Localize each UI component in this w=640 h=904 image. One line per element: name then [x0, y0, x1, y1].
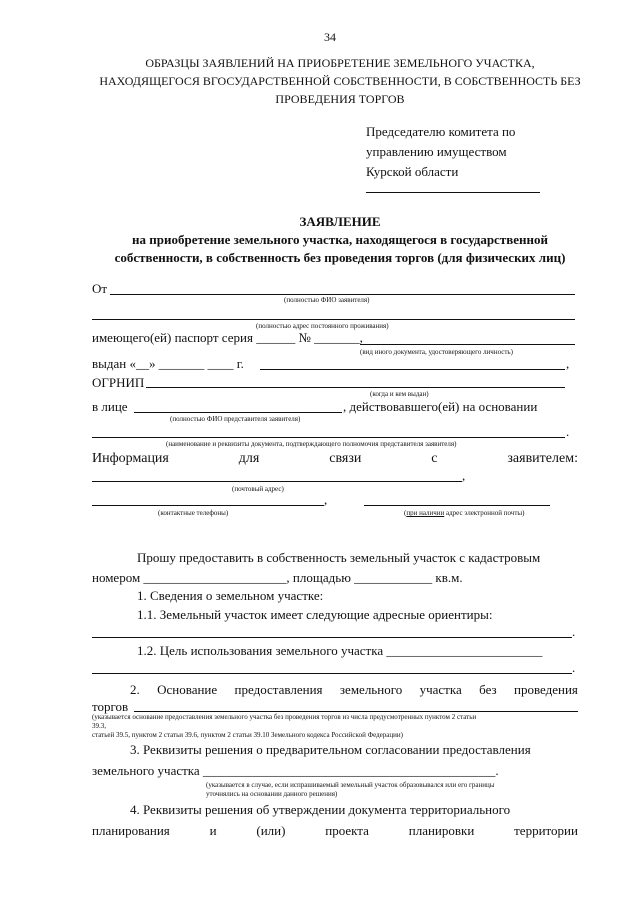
sec4-word: проекта	[325, 823, 369, 838]
page-number: 34	[324, 30, 336, 44]
sec4-word: планирования	[92, 823, 170, 838]
section-4-line-2	[92, 823, 578, 839]
sec4-word: (или)	[256, 823, 286, 838]
sec2-word: 2.	[130, 682, 140, 697]
section-2-note-2: 39.3,	[92, 722, 106, 730]
ogrnip-label: ОГРНИП	[92, 375, 145, 390]
addressee-line-1: Председателю комитета по	[366, 124, 516, 139]
section-1-1: 1.1. Земельный участок имеет следующие адресные ориентиры:	[137, 607, 493, 622]
contact-word-3: связи	[329, 451, 362, 466]
section-1-heading: 1. Сведения о земельном участке:	[137, 588, 324, 603]
contact-word-1: Информация	[92, 451, 169, 466]
postal-hint: (почтовый адрес)	[232, 485, 284, 493]
sec1-1-period: .	[572, 624, 576, 639]
address-orientation-field[interactable]	[92, 637, 572, 638]
document-subtitle-1: на приобретение земельного участка, находящегося в государственной	[132, 232, 548, 247]
document-title: ЗАЯВЛЕНИЕ	[299, 214, 381, 229]
in-person-label: в лице	[92, 399, 128, 414]
header-line-2: НАХОДЯЩЕГОСЯ ВГОСУДАРСТВЕННОЙ СОБСТВЕННОСТИ, В СОБСТВЕННОСТЬ БЕЗ	[99, 74, 581, 88]
sec2-word: земельного	[339, 682, 403, 697]
authority-document-hint: (наименование и реквизиты документа, подтверждающего полномочия представителя заявителя)	[166, 440, 457, 448]
postal-comma: ,	[462, 468, 466, 483]
acting-label: , действовавшего(ей) на основании	[343, 399, 538, 414]
issued-comma: ,	[566, 356, 570, 371]
issued-field[interactable]	[260, 369, 565, 370]
sale-basis-field[interactable]	[134, 711, 578, 712]
contact-word-4: с	[431, 451, 438, 466]
request-line-2: номером ______________________, площадью ____________ кв.м.	[92, 570, 463, 585]
sec4-word: и	[209, 823, 217, 838]
sec2-word: Основание	[157, 682, 218, 697]
section-2-note-1: (указывается основание предоставления земельного участка без проведения торгов из числа предусмотренных пунктом 2 статьи	[92, 713, 477, 721]
addressee-line-2: управлению имуществом	[366, 144, 507, 159]
other-doc-hint: (вид иного документа, удостоверяющего личность)	[360, 348, 513, 356]
sec2-word: предоставления	[234, 682, 323, 697]
sec1-2-period: .	[572, 660, 576, 675]
contact-word-5: заявителем:	[507, 451, 578, 466]
header-line-3: ПРОВЕДЕНИЯ ТОРГОВ	[275, 92, 405, 106]
address-field[interactable]	[92, 319, 575, 320]
contact-info-heading	[92, 451, 578, 467]
sec4-word: территории	[514, 823, 578, 838]
section-2-note-3: статьей 39.5, пунктом 2 статьи 39.6, пунктом 2 статьи 39.10 Земельного кодекса Российской Федерации)	[92, 731, 403, 739]
authority-document-field[interactable]	[92, 437, 565, 438]
ogrnip-field[interactable]	[146, 387, 565, 388]
email-field[interactable]	[364, 505, 550, 506]
sec4-word: планировки	[408, 823, 475, 838]
phones-field[interactable]	[92, 505, 324, 506]
email-hint: (при наличии адрес электронной почты)	[404, 509, 525, 517]
section-3-line-1: 3. Реквизиты решения о предварительном согласовании предоставления	[130, 742, 531, 757]
from-field[interactable]	[110, 294, 575, 295]
from-hint: (полностью ФИО заявителя)	[284, 296, 370, 304]
request-line-1: Прошу предоставить в собственность земельный участок с кадастровым	[137, 550, 541, 565]
contact-word-2: для	[238, 451, 260, 466]
postal-address-field[interactable]	[92, 481, 462, 482]
document-subtitle-2: собственности, в собственность без проведения торгов (для физических лиц)	[114, 250, 566, 265]
issued-label: выдан «__» _______ ____ г.	[92, 356, 244, 371]
section-3-line-2: земельного участка _____________________________________________.	[92, 763, 499, 778]
section-2-line-2: торгов	[92, 699, 129, 714]
address-hint: (полностью адрес постоянного проживания)	[256, 322, 389, 330]
section-1-2: 1.2. Цель использования земельного участка ________________________	[137, 643, 543, 658]
representative-hint: (полностью ФИО представителя заявителя)	[170, 415, 301, 423]
section-3-note-1: (указывается в случае, если испрашиваемый земельный участок образовывался или его границы	[206, 781, 495, 789]
addressee-line-3: Курской области	[366, 164, 459, 179]
sec2-word: участка	[419, 682, 462, 697]
section-4-line-1: 4. Реквизиты решения об утверждении документа территориального	[130, 802, 511, 817]
section-2-line-1	[130, 682, 578, 698]
sec2-word: проведения	[514, 682, 578, 697]
sec2-word: без	[479, 682, 497, 697]
section-3-note-2: уточнялись на основании данного решения)	[206, 790, 338, 798]
phones-hint: (контактные телефоны)	[158, 509, 229, 517]
passport-extra-field[interactable]	[360, 344, 575, 345]
issued-by-hint: (когда и кем выдан)	[370, 390, 429, 398]
usage-purpose-field[interactable]	[92, 673, 572, 674]
passport-label: имеющего(ей) паспорт серия ______ № _______,	[92, 330, 363, 345]
from-label: От	[92, 281, 108, 296]
phones-comma: ,	[324, 492, 328, 507]
header-line-1: ОБРАЗЦЫ ЗАЯВЛЕНИЙ НА ПРИОБРЕТЕНИЕ ЗЕМЕЛЬНОГО УЧАСТКА,	[145, 56, 535, 70]
representative-field[interactable]	[134, 412, 342, 413]
doc-period: .	[566, 424, 570, 439]
addressee-signature-line	[366, 192, 540, 193]
